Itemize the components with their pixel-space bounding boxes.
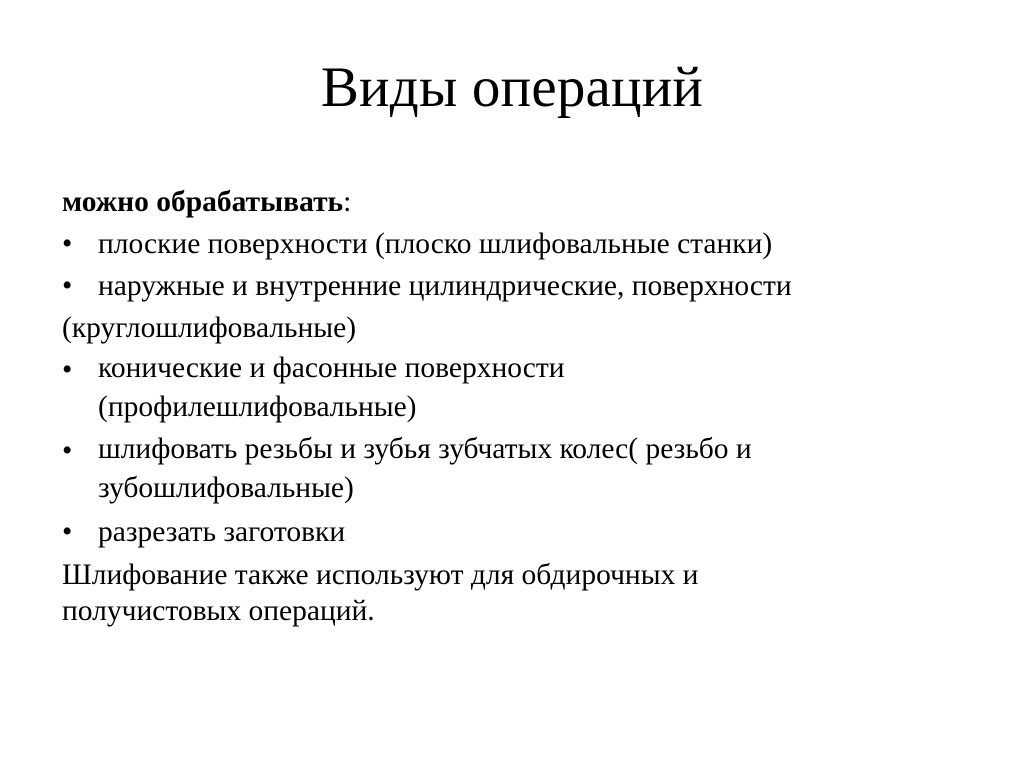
list-item-text-line2: (профилешлифовальные) — [98, 391, 417, 423]
intro-line — [62, 181, 962, 223]
intro-colon: : — [343, 186, 352, 218]
conclusion-line2: получистовых операций. — [62, 595, 375, 627]
list-item-text-line2: зубошлифовальные) — [98, 472, 354, 504]
list-item-text: плоские поверхности (плоско шлифовальные станки) — [98, 228, 773, 260]
bullet-icon: • — [62, 354, 73, 386]
conclusion-line1: Шлифование также используют для обдирочных и — [62, 559, 699, 591]
conclusion-paragraph — [62, 557, 962, 629]
list-item-text: наружные и внутренние цилиндрические, поверхности — [98, 270, 792, 302]
slide-body — [62, 181, 962, 629]
list-item — [62, 223, 962, 265]
list-item — [62, 430, 962, 511]
bullet-icon: • — [62, 516, 73, 548]
list-item-text-line1: шлифовать резьбы и зубья зубчатых колес( резьбо и — [98, 433, 752, 465]
list-item — [62, 349, 962, 430]
bullet-icon: • — [62, 228, 73, 260]
continuation-line: (круглошлифовальные) — [62, 312, 357, 344]
list-item-text-line1: конические и фасонные поверхности — [98, 352, 565, 384]
slide-title: Виды операций — [320, 56, 704, 119]
bullet-icon: • — [62, 270, 73, 302]
list-item-text: разрезать заготовки — [98, 516, 346, 548]
list-item — [62, 265, 962, 307]
bullet-icon: • — [62, 435, 73, 467]
intro-bold-text: можно обрабатывать — [62, 186, 344, 218]
list-item — [62, 511, 962, 553]
